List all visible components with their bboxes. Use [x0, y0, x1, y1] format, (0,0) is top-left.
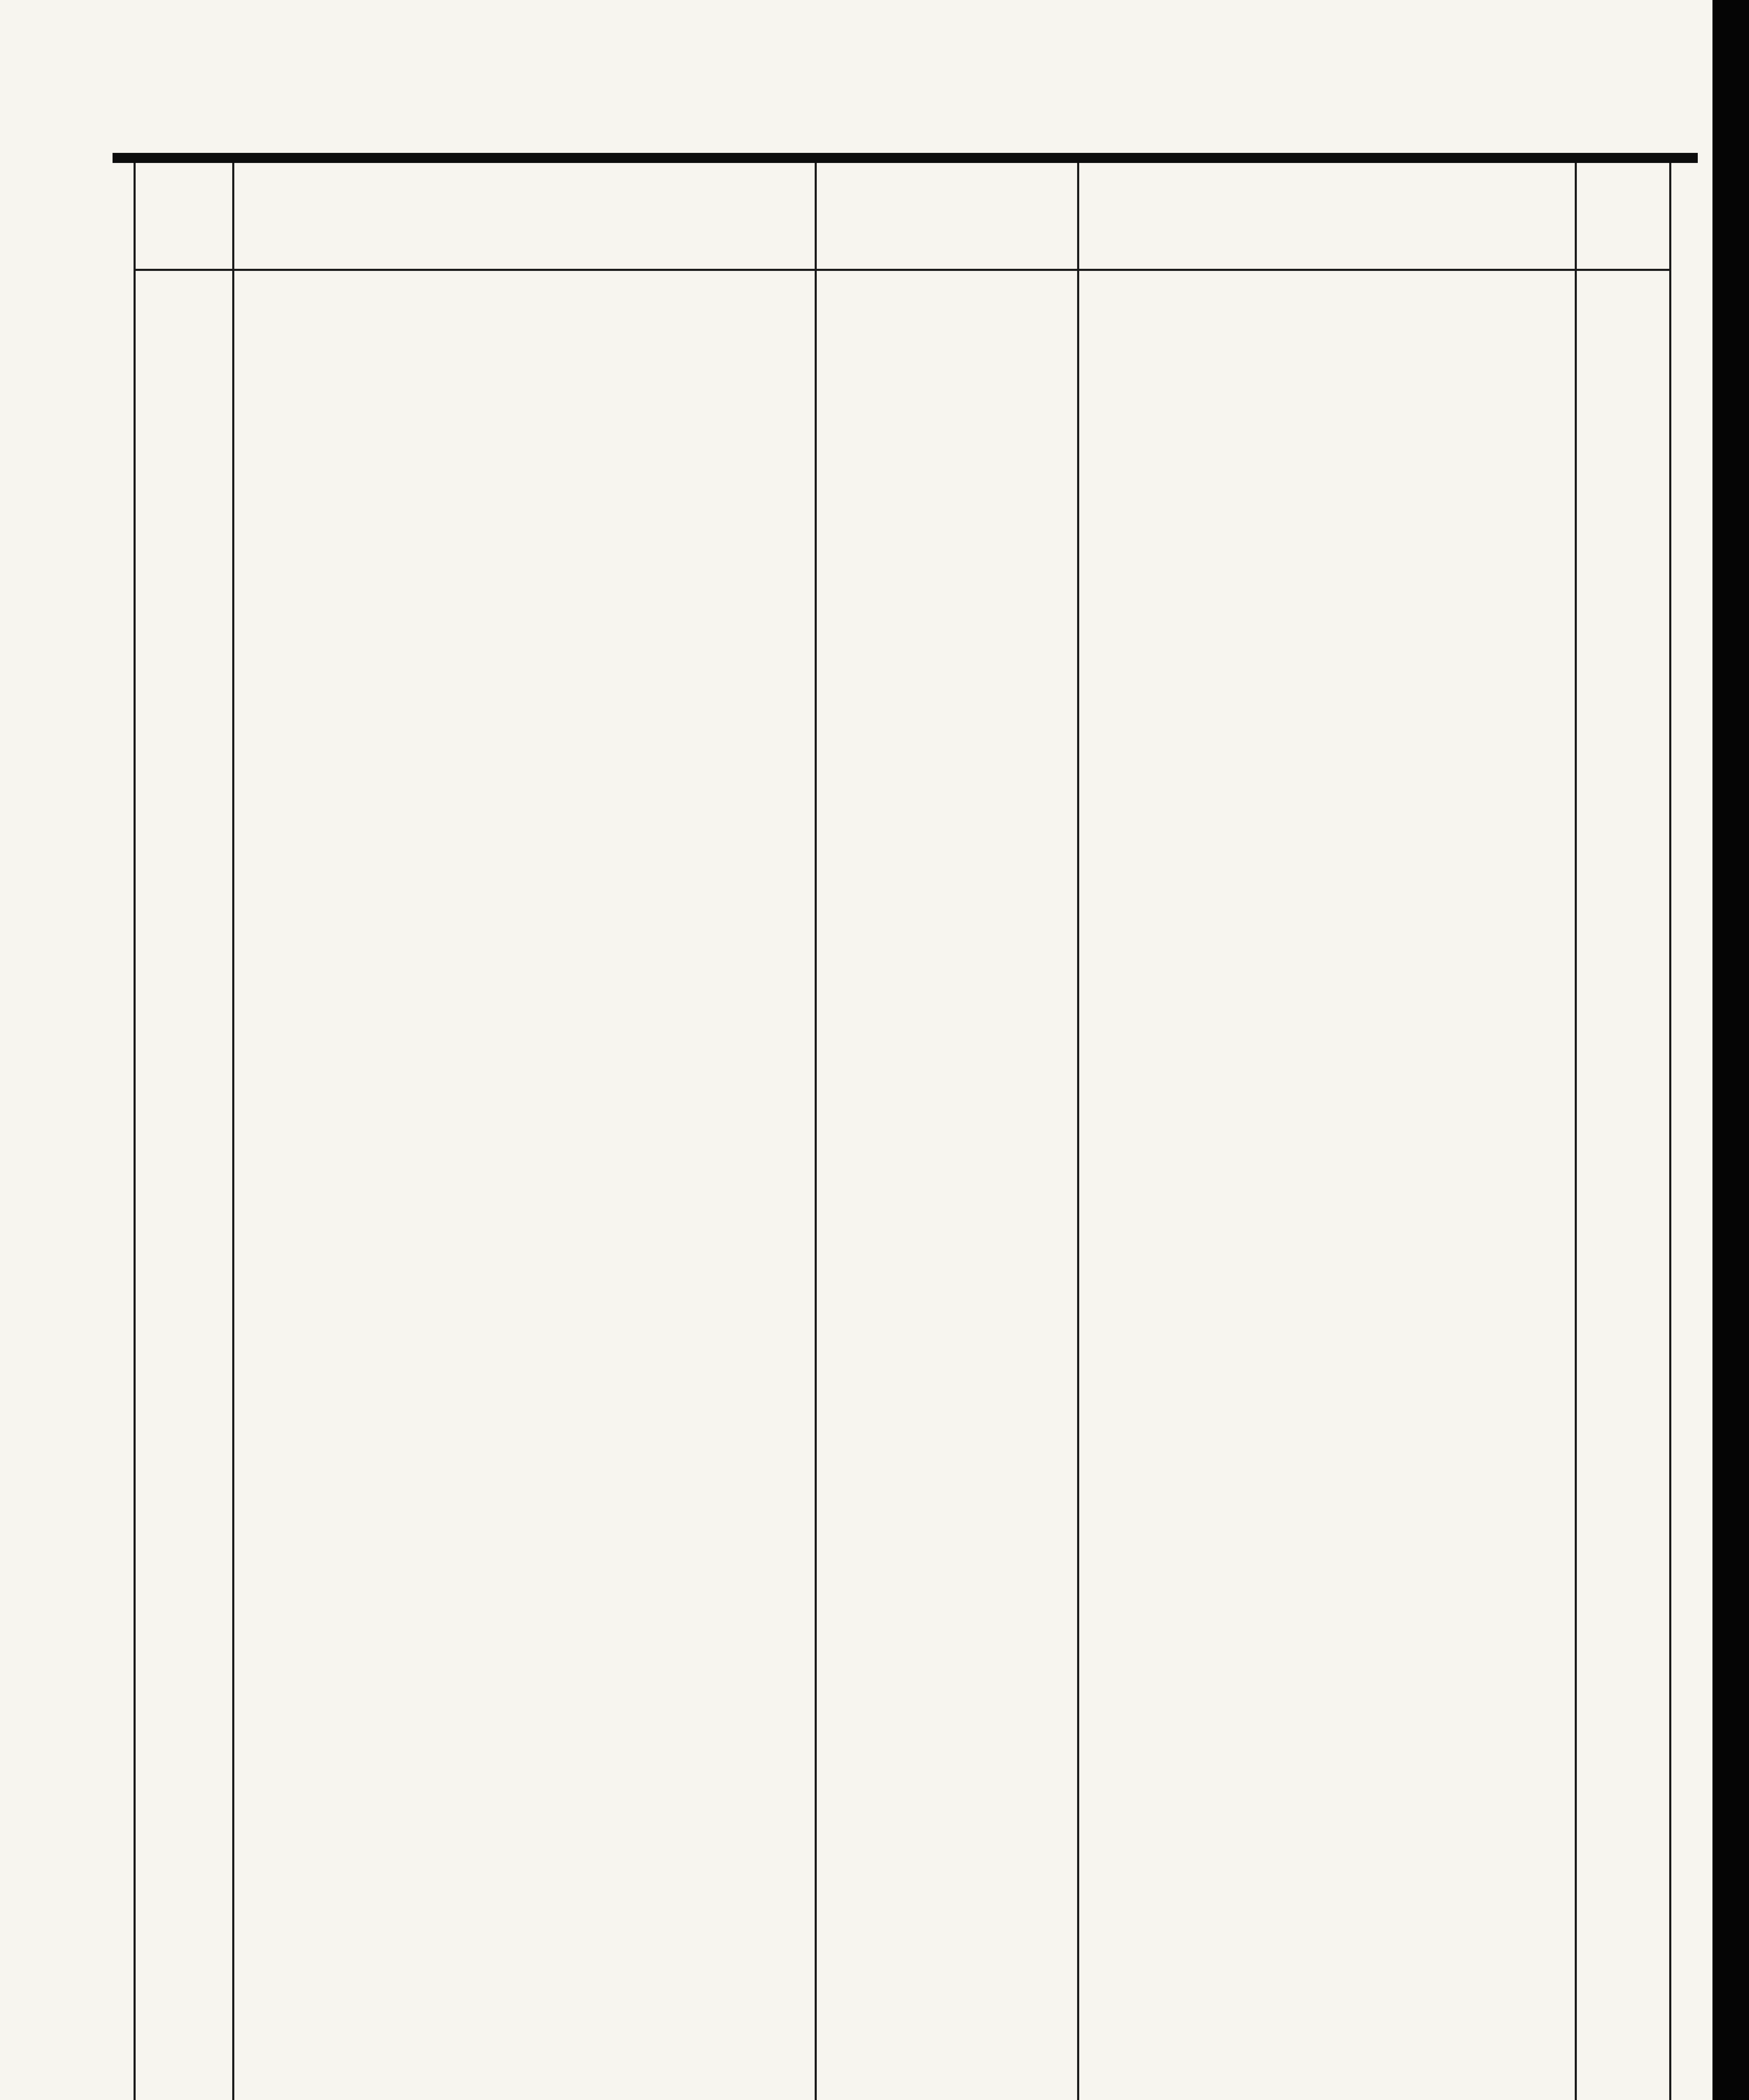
top-rule	[113, 153, 1698, 163]
column-divider	[134, 163, 136, 2100]
column-divider	[815, 163, 817, 2100]
column-divider	[1669, 163, 1671, 2100]
scan-edge	[1712, 0, 1749, 2100]
column-divider	[1077, 163, 1079, 2100]
header-rule	[134, 269, 1670, 271]
column-divider	[232, 163, 234, 2100]
column-divider	[1575, 163, 1577, 2100]
